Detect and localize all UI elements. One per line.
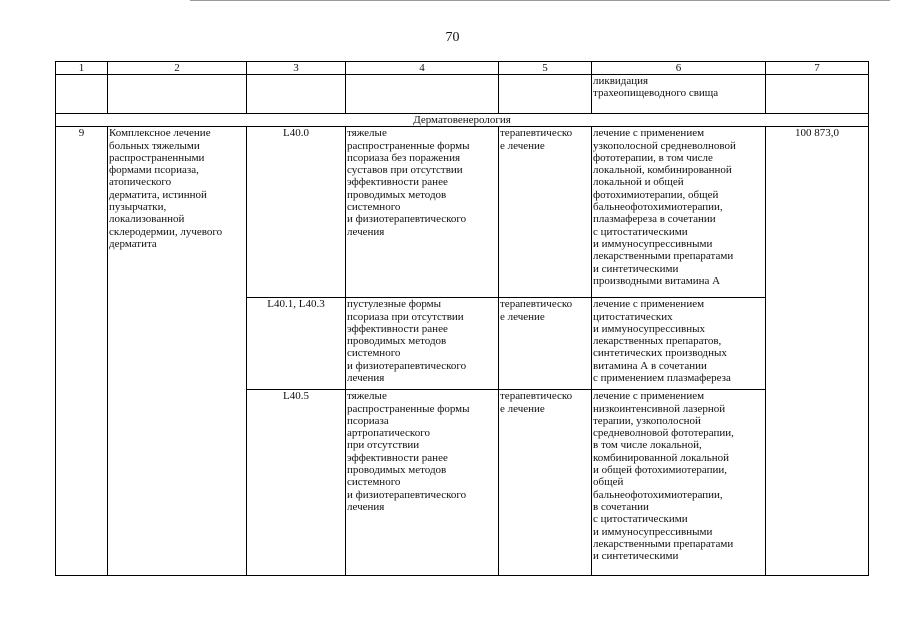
treatment-type-cell: терапевтическо е лечение xyxy=(499,390,592,576)
scan-edge-line xyxy=(190,0,890,1)
treatment-method-cell: лечение с применением цитостатических и иммуносупрессивных лекарственных препаратов, синтетических производных витамина А в сочетании с применением плазмафереза xyxy=(592,298,766,390)
section-title: Дерматовенерология xyxy=(56,114,869,127)
icd-code-cell: L40.5 xyxy=(247,390,346,576)
table-cell xyxy=(108,75,247,114)
column-number: 2 xyxy=(108,62,247,75)
patient-model-cell: тяжелые распространенные формы псориаза без поражения суставов при отсутствии эффективности ранее проводимых методов системного и физиотерапевтического лечения xyxy=(346,127,499,298)
table-cell xyxy=(766,298,869,390)
group-name-cell: Комплексное лечение больных тяжелыми распространенными формами псориаза, атопического дерматита, истинной пузырчатки, локализованной склеродермии, лучевого дерматита xyxy=(108,127,247,298)
treatment-method-cell: лечение с применением узкополосной средневолновой фототерапии, в том числе локальной, комбинированной локальной и общей фотохимиотерапии, общей бальнеофотохимиотерапии, плазмафереза в сочетании с цитостатическими и иммуносупрессивными лекарственными препаратами и синтетическими производными витамина А xyxy=(592,127,766,298)
treatment-type-cell: терапевтическо е лечение xyxy=(499,127,592,298)
column-number: 4 xyxy=(346,62,499,75)
icd-code-cell: L40.0 xyxy=(247,127,346,298)
table-cell xyxy=(247,75,346,114)
table-cell xyxy=(108,390,247,576)
table-cell xyxy=(56,298,108,390)
group-number-cell: 9 xyxy=(56,127,108,298)
page-number: 70 xyxy=(445,30,460,45)
carry-over-row xyxy=(56,75,869,114)
table-row xyxy=(56,390,869,576)
table-cell xyxy=(499,75,592,114)
column-number: 5 xyxy=(499,62,592,75)
column-number-row xyxy=(56,62,869,75)
column-number: 6 xyxy=(592,62,766,75)
table-cell xyxy=(346,75,499,114)
table-cell xyxy=(56,75,108,114)
column-number: 3 xyxy=(247,62,346,75)
icd-code-cell: L40.1, L40.3 xyxy=(247,298,346,390)
treatment-method-cell: ликвидация трахеопищеводного свища xyxy=(592,75,766,114)
patient-model-cell: тяжелые распространенные формы псориаза артропатического при отсутствии эффективности ранее проводимых методов системного и физиотерапевтического лечения xyxy=(346,390,499,576)
medical-care-table xyxy=(55,61,869,576)
column-number: 7 xyxy=(766,62,869,75)
column-number: 1 xyxy=(56,62,108,75)
patient-model-cell: пустулезные формы псориаза при отсутствии эффективности ранее проводимых методов системного и физиотерапевтического лечения xyxy=(346,298,499,390)
table-cell xyxy=(766,390,869,576)
section-row xyxy=(56,114,869,127)
table-cell xyxy=(766,75,869,114)
table-row xyxy=(56,127,869,298)
table-cell xyxy=(56,390,108,576)
treatment-method-cell: лечение с применением низкоинтенсивной лазерной терапии, узкополосной средневолновой фототерапии, в том числе локальной, комбинированной локальной и общей фотохимиотерапии, общей бальнеофотохимиотерапии, в сочетании с цитостатическими и иммуносупрессивными лекарственными препаратами и синтетическими xyxy=(592,390,766,576)
treatment-type-cell: терапевтическо е лечение xyxy=(499,298,592,390)
table-cell xyxy=(108,298,247,390)
table-row xyxy=(56,298,869,390)
cost-cell: 100 873,0 xyxy=(766,127,869,298)
